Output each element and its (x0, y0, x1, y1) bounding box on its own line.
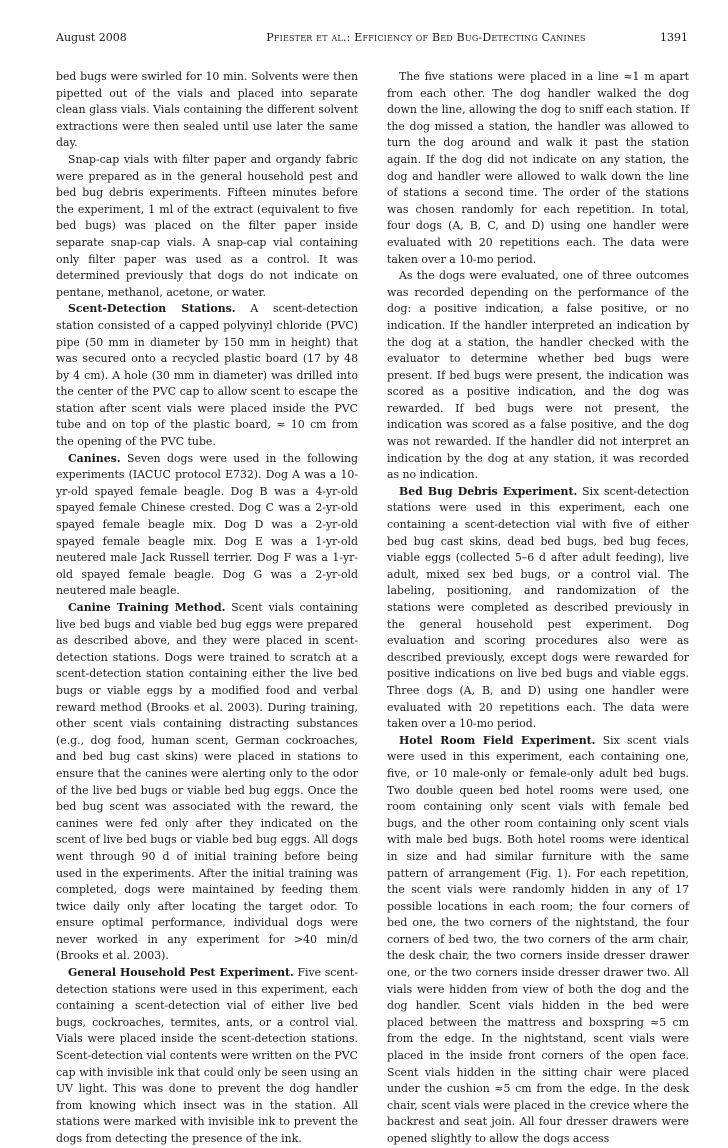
paragraph-text: Six scent-detection stations were used in this experiment, each one containing a scent-detection vial with five of either bed bug cast skins, dead bed bugs, bed bug feces, viable eggs (collected 5–6 d after adult feeding), live adult, mixed sex bed bugs, or a control vial. The labeling, positioning, and randomization of the stations were completed as described previously in the general household pest experiment. Dog evaluation and scoring procedures also were as described previously, except dogs were rewarded for positive indications on live bed bugs and viable eggs. Three dogs (A, B, and D) using one handler were evaluated with 20 repetitions each. The data were taken over a 10-mo period. (387, 484, 689, 731)
paragraph-text: Snap-cap vials with filter paper and organdy fabric were prepared as in the general household pest and bed bug debris experiments. Fifteen minutes before the experiment, 1 ml of the extract (equivalent to five bed bugs) was placed on the filter paper inside separate snap-cap vials. A snap-cap vial containing only filter paper was used as a control. It was determined previously that dogs do not indicate on pentane, methanol, acetone, or water. (56, 152, 358, 299)
paragraph (56, 965, 358, 1148)
paragraph-text: Six scent vials were used in this experiment, each containing one, five, or 10 male-only or female-only adult bed bugs. Two double queen bed hotel rooms were used, one room containing only scent vials with female bed bugs, and the other room containing only scent vials with male bed bugs. Both hotel rooms were identical in size and had similar furniture with the same pattern of arrangement (Fig. 1). For each repetition, the scent vials were randomly hidden in any of 17 possible locations in each room; the four corners of bed one, the two corners of the nightstand, the four corners of bed two, the two corners of the arm chair, the desk chair, the two corners inside dresser drawer one, or the two corners inside dresser drawer two. All vials were hidden from view of both the dog and the dog handler. Scent vials hidden in the bed were placed between the mattress and boxspring ≈5 cm from the edge. In the nightstand, scent vials were placed in the inside front corners of the open face. Scent vials hidden in the sitting chair were placed under the cushion ≈5 cm from the edge. In the desk chair, scent vials were placed in the crevice where the backrest and seat join. All four dresser drawers were opened slightly to allow the dogs access (387, 733, 689, 1145)
right-column (387, 69, 689, 1148)
left-column (56, 69, 358, 1148)
paragraph (387, 268, 689, 484)
paragraph-text: Five scent-detection stations were used in this experiment, each containing a scent-detection vial of either live bed bugs, cockroaches, termites, ants, or a control vial. Vials were placed inside the scent-detection stations. Scent-detection vial contents were written on the PVC cap with invisible ink that could only be seen using an UV light. This was done to prevent the dog handler from knowing which insect was in the station. All stations were marked with invisible ink to prevent the dogs from detecting the presence of the ink. (56, 966, 358, 1145)
run-in-heading: Canine Training Method. (68, 601, 226, 614)
paragraph (56, 301, 358, 450)
run-in-heading: General Household Pest Experiment. (68, 966, 294, 980)
paragraph-text: Scent vials containing live bed bugs and viable bed bug eggs were prepared as described above, and they were placed in scent-detection stations. Dogs were trained to scratch at a scent-detection station containing either the live bed bugs or viable eggs by a modified food and verbal reward method (Brooks et al. 2003). During training, other scent vials containing distracting substances (e.g., dog food, human scent, German cockroaches, and bed bug cast skins) were placed in stations to ensure that the canines were alerting only to the odor of the live bed bugs or viable bed bug eggs. Once the bed bug scent was associated with the reward, the canines were fed only after they indicated on the scent of live bed bugs or viable bed bug eggs. All dogs went through 90 d of initial training before being used in the experiments. After the initial training was completed, dogs were maintained by feeding them twice daily only after locating the target odor. To ensure optimal performance, individual dogs were never worked in any experiment for >40 min/d (Brooks et al. 2003). (56, 601, 358, 963)
running-title: Pfiester et al.: Efficiency of Bed Bug-Detecting Canines (266, 31, 586, 44)
paragraph (56, 600, 358, 965)
page-number: 1391 (660, 31, 688, 44)
run-in-heading: Scent-Detection Stations. (68, 302, 236, 316)
paragraph (56, 451, 358, 600)
run-in-heading: Hotel Room Field Experiment. (399, 733, 596, 747)
paragraph (56, 152, 358, 301)
paragraph-text: The five stations were placed in a line ≈1 m apart from each other. The dog handler walked the dog down the line, allowing the dog to sniff each station. If the dog missed a station, the handler was allowed to turn the dog around and walk it past the station again. If the dog did not indicate on any station, the dog and handler were allowed to walk down the line of stations a second time. The order of the stations was chosen randomly for each repetition. In total, four dogs (A, B, C, and D) using one handler were evaluated with 20 repetitions each. The data were taken over a 10-mo period. (387, 70, 689, 266)
running-header (56, 30, 688, 46)
paragraph-text: As the dogs were evaluated, one of three outcomes was recorded depending on the performance of the dog: a positive indication, a false positive, or no indication. If the handler interpreted an indication by the dog at a station, the handler checked with the evaluator to determine whether bed bugs were present. If bed bugs were present, the indication was scored as a positive indication, and the dog was rewarded. If bed bugs were not present, the indication was scored as a false positive, and the dog was not rewarded. If the handler did not interpret an indication by the dog at any station, it was recorded as no indication. (387, 269, 689, 482)
paragraph-text: Seven dogs were used in the following experiments (IACUC protocol E732). Dog A was a 10-yr-old spayed female beagle. Dog B was a 4-yr-old spayed female Chinese crested. Dog C was a 2-yr-old spayed female beagle mix. Dog D was a 2-yr-old spayed female beagle mix. Dog E was a 1-yr-old neutered male Jack Russell terrier. Dog F was a 1-yr-old spayed female beagle. Dog G was a 2-yr-old neutered male beagle. (56, 451, 358, 598)
paragraph (387, 733, 689, 1148)
paragraph-text: A scent-detection station consisted of a capped polyvinyl chloride (PVC) pipe (50 mm in diameter by 150 mm in height) that was secured onto a recycled plastic board (17 by 48 by 4 cm). A hole (30 mm in diameter) was drilled into the center of the PVC cap to allow scent to escape the station after scent vials were placed inside the PVC tube and on top of the plastic board, ≈ 10 cm from the opening of the PVC tube. (56, 302, 358, 449)
run-in-heading: Canines. (68, 451, 121, 465)
paragraph (387, 484, 689, 733)
paragraph (387, 69, 689, 268)
run-in-heading: Bed Bug Debris Experiment. (399, 484, 578, 498)
issue-date: August 2008 (56, 31, 127, 44)
paragraph (56, 69, 358, 152)
paragraph-text: bed bugs were swirled for 10 min. Solvents were then pipetted out of the vials and placed into separate clean glass vials. Vials containing the different solvent extractions were then sealed until use later the same day. (56, 70, 358, 150)
